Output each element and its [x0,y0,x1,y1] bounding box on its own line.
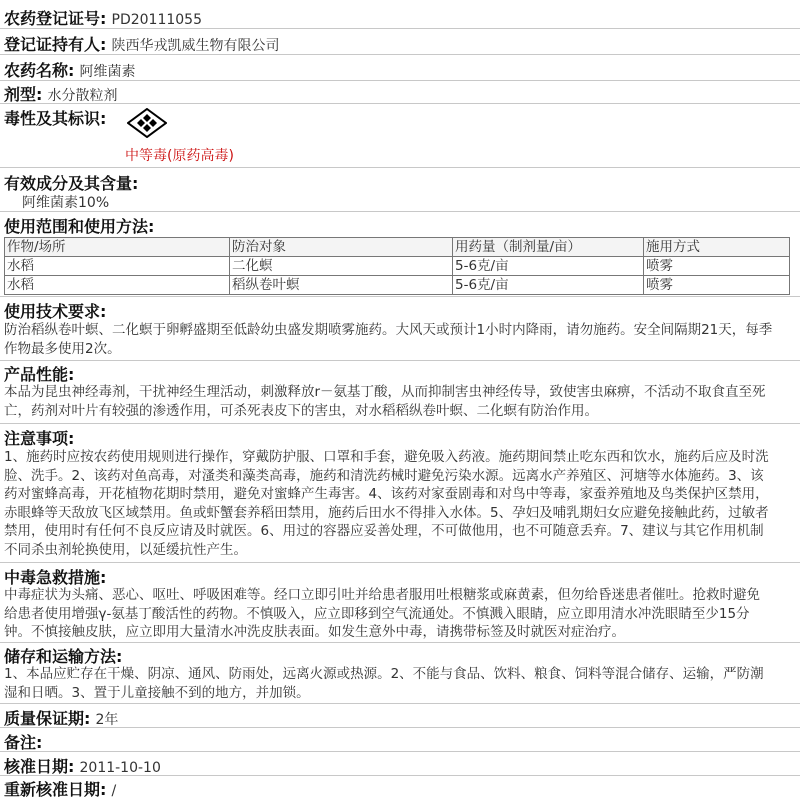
text-line: 不同杀虫剂轮换使用，以延缓抗性产生。 [4,541,247,558]
divider [0,296,800,297]
reg-no-row [4,6,202,29]
precautions-title-row [4,426,74,449]
text-line: 防治稻纵卷叶螟、二化螟于卵孵盛期至低龄幼虫盛发期喷雾施药。大风天或预计1小时内降雨，请勿施药。安全间隔期21天，每季 [4,322,773,338]
divider [0,211,800,212]
table-row [5,276,790,295]
divider [0,28,800,29]
text-line: 亡，药剂对叶片有较强的渗透作用，可杀死表皮下的害虫，对水稻稻纵卷叶螟、二化螟有防治作用。 [4,402,598,419]
text-line: 1、施药时应按农药使用规则进行操作，穿戴防护服、口罩和手套，避免吸入药液。施药期间禁止吃东西和饮水，施药后应及时洗 [4,449,769,465]
reg-no-value: PD20111055 [111,12,202,28]
table-cell: 5-6克/亩 [453,257,644,276]
divider [0,703,800,704]
usage-table [4,237,790,295]
reg-no-label: 农药登记证号: [4,9,107,28]
shelf-row [4,706,118,729]
notes-row [4,730,42,753]
holder-row [4,32,280,55]
table-header-row [5,238,790,257]
technique-title-row [4,299,106,322]
first-aid-text [4,586,796,642]
table-cell: 二化螟 [230,257,453,276]
performance-text [4,383,796,420]
active-label: 有效成分及其含量: [4,174,139,193]
text-line: 禁用，使用时有任何不良反应请及时就医。6、用过的容器应妥善处理，不可做他用，也不可随意丢弃。7、建议与其它作用机制 [4,523,764,539]
name-row [4,58,136,81]
text-line: 给患者使用增强γ-氨基丁酸活性的药物。不慎吸入，应立即移到空气流通处。不慎溅入眼睛，应立即用清水冲洗眼睛至少15分 [4,605,750,622]
text-line: 脸、洗手。2、该药对鱼高毒，对溞类和藻类高毒，施药和清洗药械时避免污染水源。远离水产养殖区、河塘等水体施药。3、该 [4,467,764,484]
text-line: 湿和日晒。3、置于儿童接触不到的地方，并加锁。 [4,684,310,701]
first-aid-title-row [4,565,106,588]
usage-title-row [4,214,154,237]
divider [0,103,800,104]
shelf-label: 质量保证期: [4,709,91,728]
divider [0,727,800,728]
shelf-value: 2年 [95,712,119,728]
text-line: 赤眼蜂等天敌放飞区域禁用。鱼或虾蟹套养稻田禁用，施药后田水不得排入水体。5、孕妇及哺乳期妇女应避免接触此药，过敏者 [4,504,769,521]
divider [0,642,800,643]
divider [0,80,800,81]
divider [0,562,800,563]
formulation-row [4,82,118,105]
performance-title-row [4,362,74,385]
table-cell: 水稻 [5,257,230,276]
active-row [4,171,138,194]
storage-title-row [4,644,122,667]
table-header-cell: 防治对象 [230,238,453,257]
divider [0,751,800,752]
performance-title: 产品性能: [4,365,75,384]
precautions-title: 注意事项: [4,429,75,448]
first-aid-title: 中毒急救措施: [4,568,107,587]
name-value: 阿维菌素 [79,64,136,80]
reapproval-label: 重新核准日期: [4,780,107,799]
divider [0,423,800,424]
reapproval-value: / [111,783,117,799]
technique-title: 使用技术要求: [4,302,107,321]
text-line: 中毒症状为头痛、恶心、呕吐、呼吸困难等。经口立即引吐并给患者服用吐根糖浆或麻黄素，但勿给昏迷患者催吐。抢救时避免 [4,587,760,603]
storage-text [4,665,796,702]
formulation-value: 水分散粒剂 [47,88,118,104]
table-cell: 喷雾 [644,276,790,295]
reapproval-row [4,777,116,800]
toxicity-diamond-icon [127,108,167,138]
usage-title: 使用范围和使用方法: [4,217,155,236]
divider [0,775,800,776]
notes-label: 备注: [4,733,43,752]
table-cell: 水稻 [5,276,230,295]
storage-title: 储存和运输方法: [4,647,123,666]
formulation-label: 剂型: [4,85,43,104]
text-line: 1、本品应贮存在干燥、阴凉、通风、防雨处，远离火源或热源。2、不能与食品、饮料、粮食、饲料等混合储存、运输，严防潮 [4,666,764,682]
text-line: 本品为昆虫神经毒剂，干扰神经生理活动，刺激释放r－氨基丁酸，从而抑制害虫神经传导，致使害虫麻痹，不活动不取食直至死 [4,384,766,400]
approval-row [4,754,161,777]
table-row [5,257,790,276]
divider [0,54,800,55]
table-header-cell: 作物/场所 [5,238,230,257]
toxicity-row [4,106,106,129]
text-line: 药对蜜蜂高毒，开花植物花期时禁用，避免对蜜蜂产生毒害。4、该药对家蚕剧毒和对鸟中等毒，家蚕养殖地及鸟类保护区禁用， [4,486,769,502]
precautions-text [4,448,796,559]
approval-value: 2011-10-10 [79,760,161,776]
table-cell: 喷雾 [644,257,790,276]
holder-label: 登记证持有人: [4,35,107,54]
approval-label: 核准日期: [4,757,75,776]
holder-value: 陕西华戎凯威生物有限公司 [111,38,280,54]
text-line: 钟。不慎接触皮肤，应立即用大量清水冲洗皮肤表面。如发生意外中毒，请携带标签及时就医对症治疗。 [4,624,625,640]
toxicity-label: 毒性及其标识: [4,109,107,128]
table-header-cell: 施用方式 [644,238,790,257]
table-header-cell: 用药量（制剂量/亩） [453,238,644,257]
active-value: 阿维菌素10% [22,195,110,211]
table-cell: 5-6克/亩 [453,276,644,295]
name-label: 农药名称: [4,61,75,80]
divider [0,167,800,168]
text-line: 作物最多使用2次。 [4,340,121,357]
toxicity-level-text: 中等毒(原药高毒) [125,148,234,164]
table-cell: 稻纵卷叶螟 [230,276,453,295]
divider [0,360,800,361]
technique-text [4,321,796,358]
